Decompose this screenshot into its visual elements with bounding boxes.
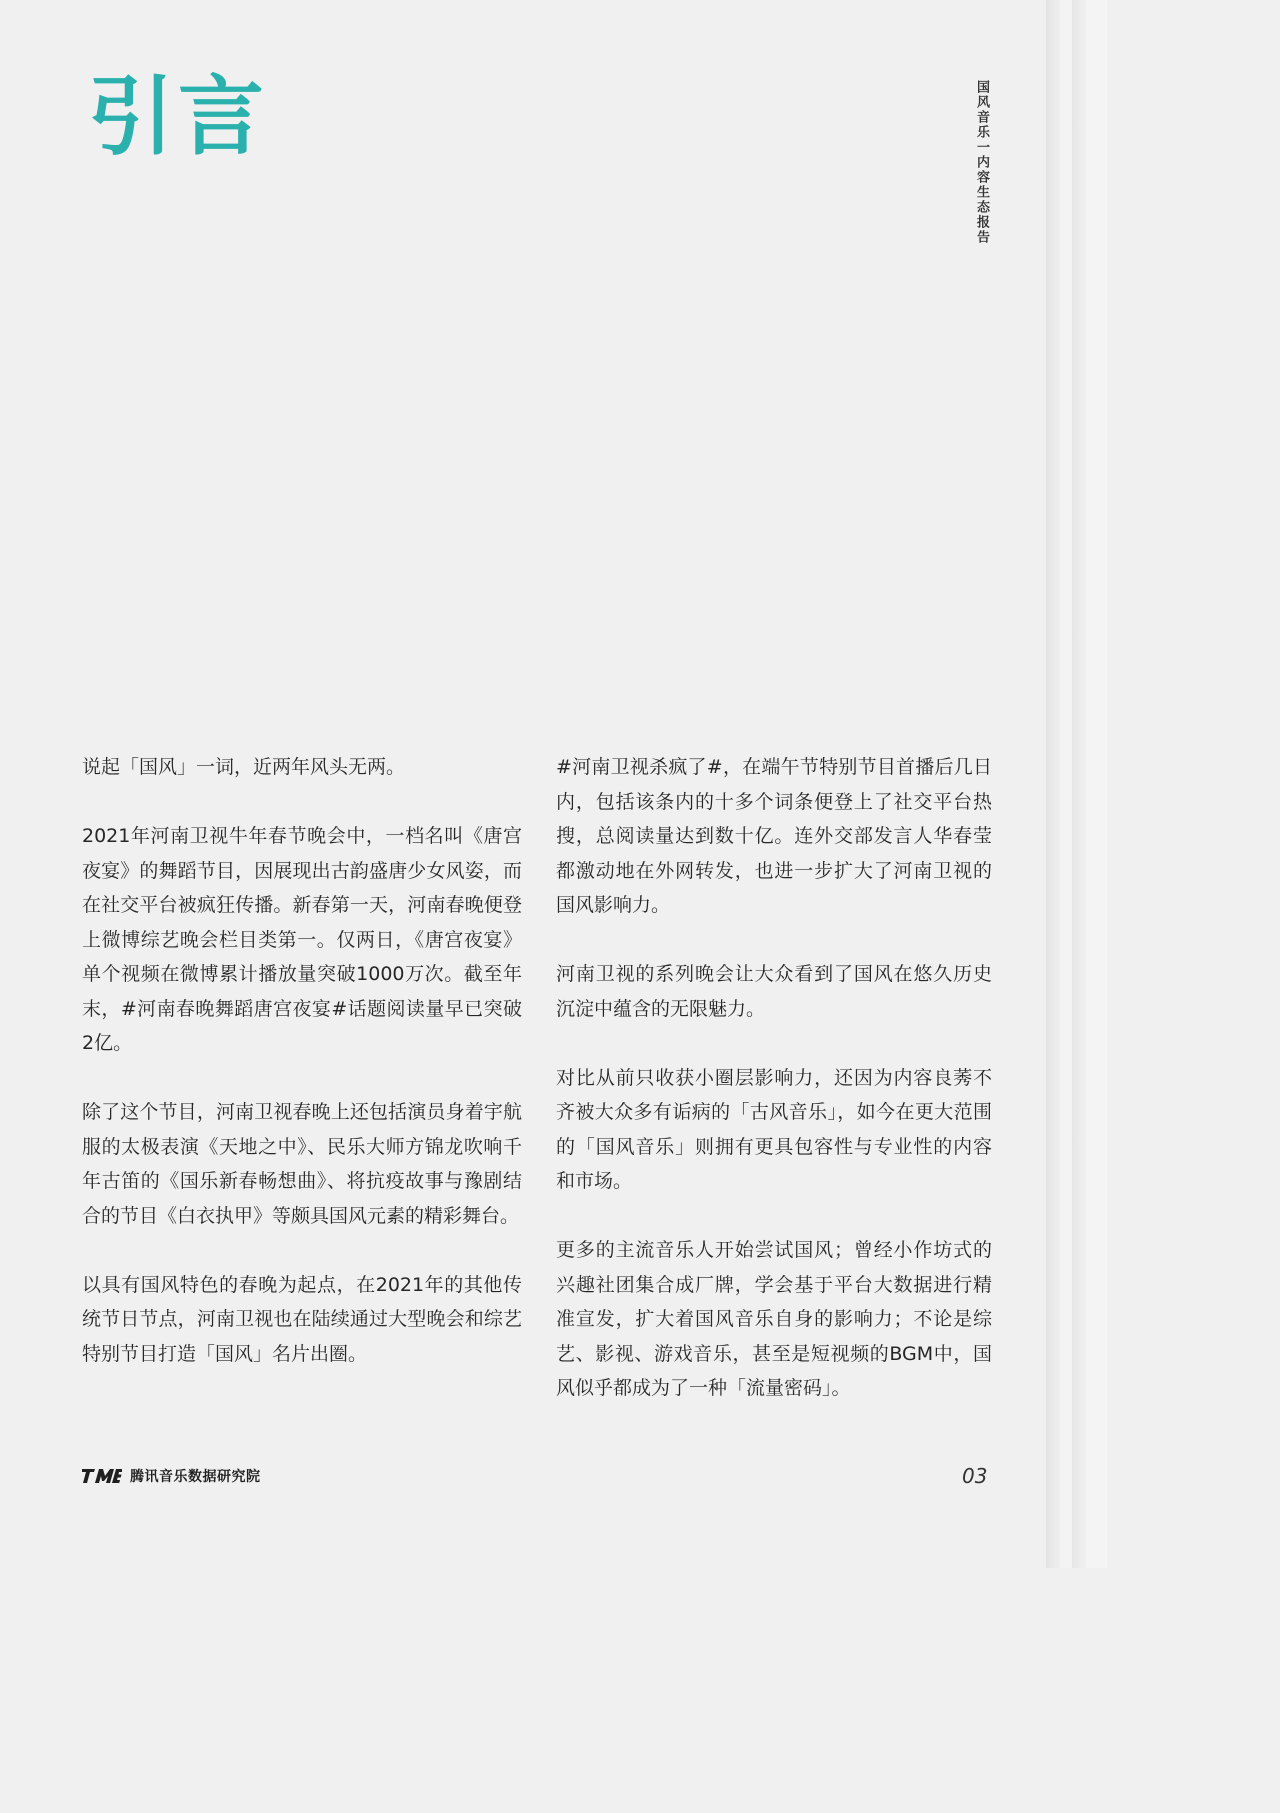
page-edge-shadow [1046,0,1060,1568]
tme-logo-icon [82,1468,122,1484]
paragraph: 说起「国风」一词，近两年风头无两。 [82,756,406,778]
page-title: 引言 [88,66,268,167]
text-column-left [82,750,522,1406]
report-side-label: 国风音乐一内容生态报告 [974,80,989,245]
page-edge-shadow [1072,0,1086,1568]
text-column-right [556,750,992,1440]
paragraph: 除了这个节目，河南卫视春晚上还包括演员身着宇航服的太极表演《天地之中》、民乐大师方锦龙吹响千年古笛的《国乐新春畅想曲》、将抗疫故事与豫剧结合的节目《白衣执甲》等颇具国风元素的精彩舞台。 [82,1101,522,1227]
paragraph: 更多的主流音乐人开始尝试国风；曾经小作坊式的兴趣社团集合成厂牌，学会基于平台大数据进行精准宣发，扩大着国风音乐自身的影响力；不论是综艺、影视、游戏音乐，甚至是短视频的BGM中，国风似乎都成为了一种「流量密码」。 [556,1239,992,1399]
footer-org-name: 腾讯音乐数据研究院 [130,1469,261,1485]
paragraph: 以具有国风特色的春晚为起点，在2021年的其他传统节日节点，河南卫视也在陆续通过大型晚会和综艺特别节目打造「国风」名片出圈。 [82,1273,522,1365]
paragraph: 对比从前只收获小圈层影响力，还因为内容良莠不齐被大众多有诟病的「古风音乐」，如今在更大范围的「国风音乐」则拥有更具包容性与专业性的内容和市场。 [556,1066,992,1192]
page-edge [1086,0,1107,1568]
footer-logo [82,1466,261,1486]
paragraph: #河南卫视杀疯了#，在端午节特别节目首播后几日内，包括该条内的十多个词条便登上了社交平台热搜，总阅读量达到数十亿。连外交部发言人华春莹都激动地在外网转发，也进一步扩大了河南卫视的国风影响力。 [556,756,992,916]
page-edge [1060,0,1072,1568]
paragraph: 2021年河南卫视牛年春节晚会中，一档名叫《唐宫夜宴》的舞蹈节目，因展现出古韵盛唐少女风姿，而在社交平台被疯狂传播。新春第一天，河南春晚便登上微博综艺晚会栏目类第一。仅两日，《唐宫夜宴》单个视频在微博累计播放量突破1000万次。截至年末，#河南春晚舞蹈唐宫夜宴#话题阅读量早已突破2亿。 [82,825,522,1054]
page-number: 03 [962,1464,988,1488]
paragraph: 河南卫视的系列晚会让大众看到了国风在悠久历史沉淀中蕴含的无限魅力。 [556,963,992,1020]
